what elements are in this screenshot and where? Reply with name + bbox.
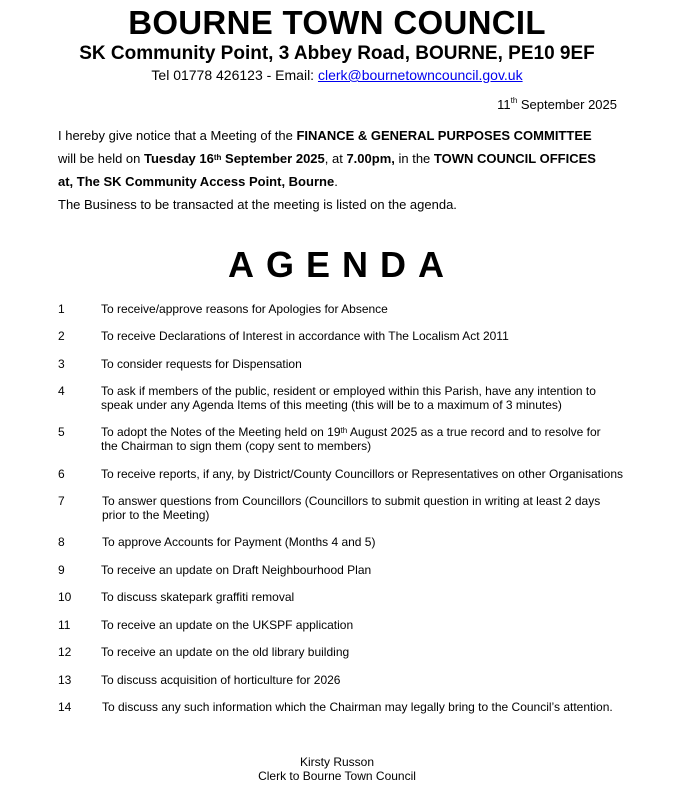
meeting-day [144,151,325,166]
meeting-month-year: September 2025 [221,151,325,166]
item-number: 9 [58,563,65,577]
notice-text: . [334,174,338,189]
committee-name: FINANCE & GENERAL PURPOSES COMMITTEE [296,128,592,143]
item-text: To receive an update on Draft Neighbourhood Plan [101,563,372,577]
item-text-sup: th [340,426,348,435]
phone-text: Tel 01778 426123 - Email: [151,67,318,83]
item-text-line-2: prior to the Meeting) [102,508,210,522]
item-text-line-1: To answer questions from Councillors (Councillors to submit question in writing at least 2 days [102,494,601,508]
item-number: 7 [58,494,65,508]
item-text: To receive Declarations of Interest in accordance with The Localism Act 2011 [101,329,509,343]
item-text [101,384,631,412]
date-rest: September 2025 [517,97,617,112]
item-text: To discuss acquisition of horticulture for 2026 [101,673,341,687]
item-text: To receive an update on the old library building [101,645,350,659]
item-number: 6 [58,467,65,481]
item-text: To receive/approve reasons for Apologies for Absence [101,302,388,316]
meeting-notice [58,124,638,216]
notice-text: in the [394,151,434,166]
item-text [102,494,632,522]
notice-line-1 [58,124,638,147]
item-number: 12 [58,645,72,659]
meeting-day-text: Tuesday 16 [144,151,214,166]
meeting-time: 7.00pm, [346,151,395,166]
item-number: 13 [58,673,72,687]
item-number: 10 [58,590,72,604]
meeting-day-suffix: th [213,153,222,162]
council-address: SK Community Point, 3 Abbey Road, BOURNE, PE10 9EF [79,43,595,64]
item-text: To approve Accounts for Payment (Months 4 and 5) [102,535,376,549]
notice-line-3 [58,170,638,193]
item-number: 2 [58,329,65,343]
clerk-role: Clerk to Bourne Town Council [258,769,416,783]
item-text: To consider requests for Dispensation [101,357,302,371]
item-number: 3 [58,357,65,371]
notice-line-4: The Business to be transacted at the meeting is listed on the agenda. [58,197,457,212]
item-text: To receive reports, if any, by District/County Councillors or Representatives on other Organisations [101,467,624,481]
agenda-heading: AGENDA [227,244,456,285]
council-name-heading: BOURNE TOWN COUNCIL [128,4,546,41]
item-number: 14 [58,700,72,714]
meeting-location: at, The SK Community Access Point, Bourne [58,174,335,189]
notice-text: will be held on [58,151,144,166]
date-day: 11 [497,97,511,112]
item-number: 5 [58,425,65,439]
notice-line-2 [58,147,638,170]
item-number: 1 [58,302,65,316]
email-link[interactable]: clerk@bournetowncouncil.gov.uk [317,67,523,83]
item-text [101,425,631,453]
item-text: To receive an update on the UKSPF application [101,618,354,632]
contact-line [0,67,674,83]
item-text-part: To adopt the Notes of the Meeting held on 19 [101,425,341,439]
item-text-line-1: To ask if members of the public, resident or employed within this Parish, have any intention to [101,384,596,398]
item-text: To discuss skatepark graffiti removal [101,590,295,604]
meeting-venue: TOWN COUNCIL OFFICES [433,151,596,166]
date-suffix: th [510,96,518,105]
item-text-part: August 2025 as a true record and to resolve for [347,425,601,439]
item-number: 8 [58,535,65,549]
notice-date [497,97,617,112]
item-text-line-2: the Chairman to sign them (copy sent to members) [101,439,372,453]
item-number: 11 [58,618,71,632]
item-text: To discuss any such information which the Chairman may legally bring to the Council’s attention. [102,700,613,714]
notice-text: I hereby give notice that a Meeting of the [58,128,297,143]
clerk-name: Kirsty Russon [299,755,375,769]
notice-text: , at [324,151,347,166]
item-number: 4 [58,384,65,398]
item-text-line-2: speak under any Agenda Items of this meeting (this will be to a maximum of 3 minutes) [101,398,562,412]
